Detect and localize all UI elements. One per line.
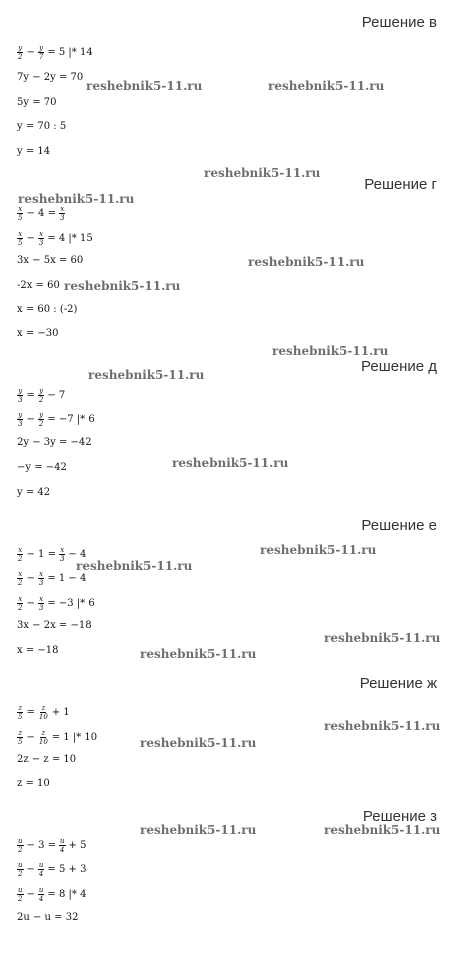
equation-line: $\frac{u}{2}$ − 3 = $\frac{u}{4}$ + 5: [18, 837, 87, 854]
equation-line: $\frac{x}{5}$ − 4 = $\frac{x}{3}$: [18, 205, 65, 222]
watermark: reshebnik5-11.ru: [140, 647, 257, 661]
watermark: reshebnik5-11.ru: [88, 368, 205, 382]
watermark: reshebnik5-11.ru: [172, 456, 289, 470]
watermark: reshebnik5-11.ru: [248, 255, 365, 269]
watermark: reshebnik5-11.ru: [260, 543, 377, 557]
heading-e: Решение е: [361, 517, 437, 534]
heading-z: Решение з: [362, 808, 437, 825]
heading-g: Решение г: [364, 176, 437, 193]
fraction: $\frac{y}{2}$: [18, 44, 23, 61]
heading-zh: Решение ж: [359, 675, 437, 692]
fraction: $\frac{z}{5}$: [18, 729, 23, 746]
fraction: $\frac{x}{3}$: [59, 546, 65, 563]
fraction: $\frac{y}{7}$: [38, 44, 44, 61]
fraction: $\frac{x}{3}$: [38, 595, 44, 612]
heading-d: Решение д: [361, 358, 437, 375]
watermark: reshebnik5-11.ru: [268, 79, 385, 93]
equation-line: −y = −42: [17, 462, 67, 473]
fraction: $\frac{y}{2}$: [38, 387, 44, 404]
fraction: $\frac{y}{2}$: [38, 411, 44, 428]
fraction: $\frac{x}{3}$: [38, 230, 44, 247]
watermark: reshebnik5-11.ru: [76, 559, 193, 573]
watermark: reshebnik5-11.ru: [140, 823, 257, 837]
equation-line: x = −18: [17, 645, 59, 656]
equation-line: 3x − 5x = 60: [17, 255, 84, 266]
watermark: reshebnik5-11.ru: [86, 79, 203, 93]
watermark: reshebnik5-11.ru: [324, 631, 441, 645]
fraction: $\frac{u}{2}$: [18, 837, 23, 854]
equation-line: 2z − z = 10: [17, 754, 77, 765]
equation-line: $\frac{x}{5}$ − $\frac{x}{3}$ = 4 |* 15: [18, 230, 93, 247]
watermark: reshebnik5-11.ru: [140, 736, 257, 750]
equation-line: $\frac{u}{2}$ − $\frac{u}{4}$ = 8 |* 4: [18, 886, 87, 903]
fraction: $\frac{u}{2}$: [18, 886, 23, 903]
watermark: reshebnik5-11.ru: [18, 192, 135, 206]
equation-line: $\frac{x}{2}$ − 1 = $\frac{x}{3}$ − 4: [18, 546, 87, 563]
equation-line: $\frac{z}{5}$ − $\frac{z}{10}$ = 1 |* 10: [18, 729, 98, 746]
equation-line: x = −30: [17, 328, 59, 339]
equation-line: -2x = 60: [17, 280, 60, 291]
equation-line: $\frac{y}{2}$ − $\frac{y}{7}$ = 5 |* 14: [18, 44, 93, 61]
fraction: $\frac{x}{2}$: [18, 595, 23, 612]
fraction: $\frac{y}{3}$: [18, 387, 23, 404]
equation-line: $\frac{x}{2}$ − $\frac{x}{3}$ = −3 |* 6: [18, 595, 95, 612]
equation-line: $\frac{z}{5}$ = $\frac{z}{10}$ + 1: [18, 704, 70, 721]
equation-line: 5y = 70: [17, 97, 57, 108]
equation-line: $\frac{u}{2}$ − $\frac{u}{4}$ = 5 + 3: [18, 861, 87, 878]
watermark: reshebnik5-11.ru: [64, 279, 181, 293]
fraction: $\frac{x}{2}$: [18, 546, 23, 563]
equation-line: y = 42: [17, 487, 51, 498]
fraction: $\frac{z}{10}$: [38, 729, 48, 746]
fraction: $\frac{x}{3}$: [38, 570, 44, 587]
equation-line: 2u − u = 32: [17, 912, 79, 923]
fraction: $\frac{z}{5}$: [18, 704, 23, 721]
fraction: $\frac{x}{3}$: [59, 205, 65, 222]
fraction: $\frac{z}{10}$: [38, 704, 48, 721]
equation-line: $\frac{y}{3}$ = $\frac{y}{2}$ − 7: [18, 387, 66, 404]
fraction: $\frac{u}{4}$: [60, 837, 65, 854]
heading-v: Решение в: [361, 14, 437, 31]
fraction: $\frac{x}{2}$: [18, 570, 23, 587]
equation-line: y = 14: [17, 146, 51, 157]
equation-line: $\frac{y}{3}$ − $\frac{y}{2}$ = −7 |* 6: [18, 411, 95, 428]
equation-line: 7y − 2y = 70: [17, 72, 84, 83]
fraction: $\frac{x}{5}$: [18, 205, 23, 222]
fraction: $\frac{u}{4}$: [38, 886, 44, 903]
watermark: reshebnik5-11.ru: [324, 719, 441, 733]
watermark: reshebnik5-11.ru: [204, 166, 321, 180]
equation-line: $\frac{x}{2}$ − $\frac{x}{3}$ = 1 − 4: [18, 570, 87, 587]
equation-line: x = 60 : (-2): [17, 304, 78, 315]
equation-line: 2y − 3y = −42: [17, 437, 92, 448]
fraction: $\frac{u}{4}$: [38, 861, 44, 878]
watermark: reshebnik5-11.ru: [272, 344, 389, 358]
fraction: $\frac{y}{3}$: [18, 411, 23, 428]
fraction: $\frac{x}{5}$: [18, 230, 23, 247]
fraction: $\frac{u}{2}$: [18, 861, 23, 878]
equation-line: y = 70 : 5: [17, 121, 67, 132]
equation-line: z = 10: [17, 778, 50, 789]
watermark: reshebnik5-11.ru: [324, 823, 441, 837]
equation-line: 3x − 2x = −18: [17, 620, 92, 631]
